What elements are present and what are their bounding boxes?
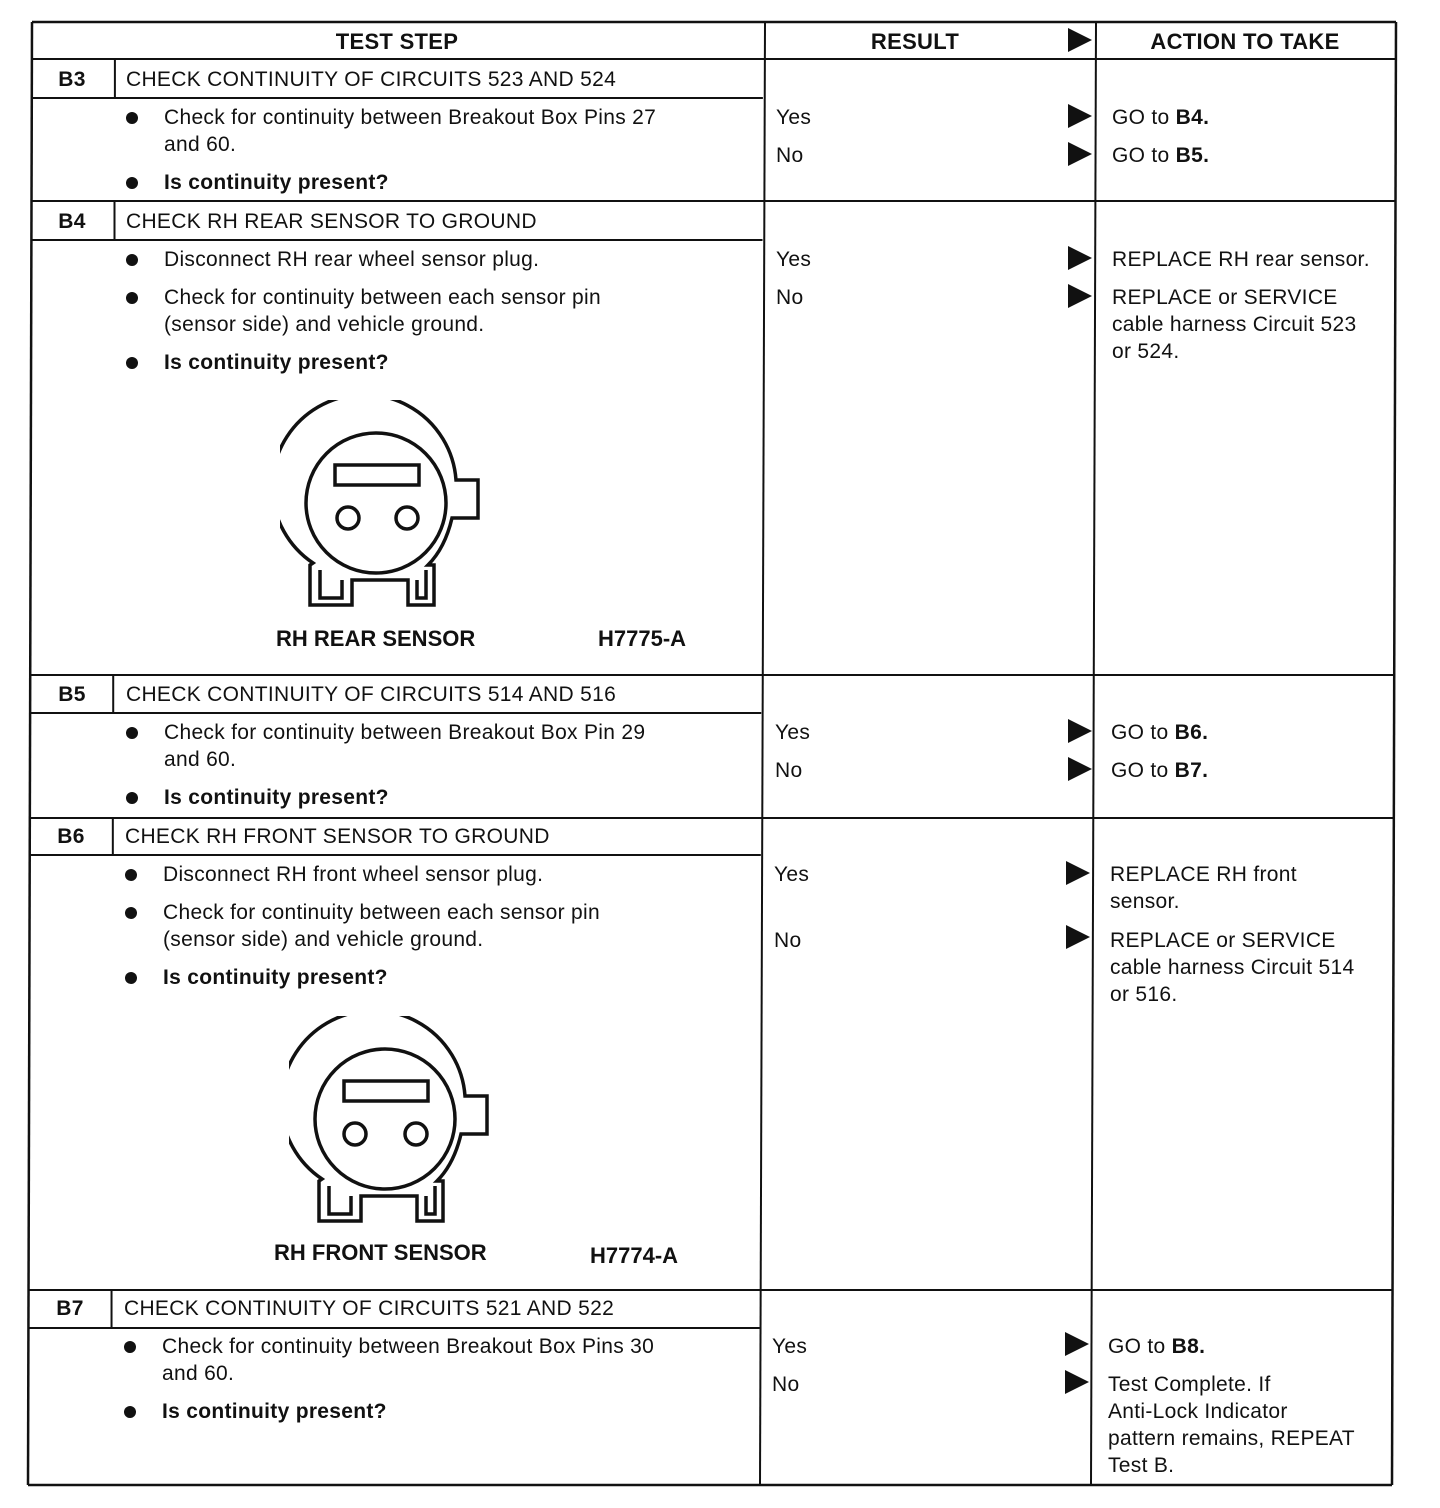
arrow-right-icon xyxy=(1068,719,1092,743)
table-border-left xyxy=(28,22,32,1485)
result-label: Yes xyxy=(774,863,810,886)
arrow-right-icon xyxy=(1066,925,1090,949)
step-instruction: Check for continuity between Breakout Box Pins 30 xyxy=(162,1335,655,1358)
bullet-icon xyxy=(125,972,137,984)
action-text: GO to B8. xyxy=(1108,1335,1206,1358)
bullet-icon xyxy=(125,869,137,881)
bullet-icon xyxy=(126,292,138,304)
arrow-right-icon xyxy=(1065,1332,1089,1356)
action-text: REPLACE or SERVICE xyxy=(1110,929,1336,952)
result-label: No xyxy=(775,759,803,782)
bullet-icon xyxy=(126,727,138,739)
result-label: No xyxy=(772,1373,800,1396)
bullet-icon xyxy=(124,1406,136,1418)
step-instruction: (sensor side) and vehicle ground. xyxy=(163,928,484,951)
column-divider xyxy=(760,22,765,1485)
action-text: Test B. xyxy=(1108,1454,1175,1477)
action-text: REPLACE RH front xyxy=(1110,863,1297,886)
arrow-right-icon xyxy=(1066,861,1090,885)
header-test-step: TEST STEP xyxy=(335,29,459,54)
arrow-right-icon xyxy=(1068,104,1092,128)
step-question: Is continuity present? xyxy=(164,171,389,194)
action-text: pattern remains, REPEAT xyxy=(1108,1427,1355,1450)
header-action: ACTION TO TAKE xyxy=(1150,29,1340,54)
arrow-right-icon xyxy=(1068,246,1092,270)
result-label: No xyxy=(774,929,802,952)
step-instruction: and 60. xyxy=(162,1362,235,1385)
action-text: GO to B5. xyxy=(1112,144,1210,167)
action-text: REPLACE or SERVICE xyxy=(1112,286,1338,309)
bullet-icon xyxy=(126,112,138,124)
action-text: cable harness Circuit 514 xyxy=(1110,956,1355,979)
bullet-icon xyxy=(126,254,138,266)
result-label: No xyxy=(776,286,804,309)
step-question: Is continuity present? xyxy=(162,1400,387,1423)
result-label: Yes xyxy=(772,1335,808,1358)
bullet-icon xyxy=(126,177,138,189)
arrow-right-icon xyxy=(1068,757,1092,781)
bullet-icon xyxy=(126,357,138,369)
figure-code: H7774-A xyxy=(590,1243,679,1268)
rh-front-sensor-diagram xyxy=(289,1016,494,1226)
action-text: or 516. xyxy=(1110,983,1178,1006)
step-instruction: (sensor side) and vehicle ground. xyxy=(164,313,485,336)
result-label: No xyxy=(776,144,804,167)
step-question: Is continuity present? xyxy=(163,966,388,989)
arrow-right-icon xyxy=(1068,142,1092,166)
step-title: CHECK RH FRONT SENSOR TO GROUND xyxy=(125,825,550,848)
step-instruction: Disconnect RH front wheel sensor plug. xyxy=(163,863,544,886)
step-instruction: Disconnect RH rear wheel sensor plug. xyxy=(164,248,540,271)
step-title: CHECK CONTINUITY OF CIRCUITS 521 AND 522 xyxy=(124,1297,615,1320)
step-title: CHECK CONTINUITY OF CIRCUITS 514 AND 516 xyxy=(126,683,617,706)
action-text: cable harness Circuit 523 xyxy=(1112,313,1357,336)
column-divider xyxy=(1091,22,1096,1485)
step-question: Is continuity present? xyxy=(164,351,389,374)
step-id: B6 xyxy=(57,825,85,848)
action-text: sensor. xyxy=(1110,890,1180,913)
bullet-icon xyxy=(124,1341,136,1353)
step-id: B7 xyxy=(56,1297,84,1320)
action-text: REPLACE RH rear sensor. xyxy=(1112,248,1370,271)
step-id: B4 xyxy=(58,210,86,233)
figure-caption: RH FRONT SENSOR xyxy=(274,1240,487,1265)
action-text: GO to B6. xyxy=(1111,721,1209,744)
action-text: Anti-Lock Indicator xyxy=(1108,1400,1288,1423)
table-border-right xyxy=(1392,22,1396,1485)
figure-code: H7775-A xyxy=(598,626,687,651)
step-question: Is continuity present? xyxy=(164,786,389,809)
header-result: RESULT xyxy=(870,29,960,54)
step-title: CHECK CONTINUITY OF CIRCUITS 523 AND 524 xyxy=(126,68,617,91)
result-label: Yes xyxy=(776,106,812,129)
arrow-right-icon xyxy=(1065,1370,1089,1394)
step-instruction: and 60. xyxy=(164,748,237,771)
bullet-icon xyxy=(126,792,138,804)
result-label: Yes xyxy=(776,248,812,271)
header-arrow-icon xyxy=(1068,28,1092,52)
figure-caption: RH REAR SENSOR xyxy=(276,626,476,651)
step-instruction: and 60. xyxy=(164,133,237,156)
step-instruction: Check for continuity between each sensor pin xyxy=(164,286,601,309)
action-text: GO to B7. xyxy=(1111,759,1209,782)
result-label: Yes xyxy=(775,721,811,744)
step-instruction: Check for continuity between Breakout Box Pin 29 xyxy=(164,721,646,744)
action-text: or 524. xyxy=(1112,340,1180,363)
step-instruction: Check for continuity between each sensor pin xyxy=(163,901,600,924)
step-title: CHECK RH REAR SENSOR TO GROUND xyxy=(126,210,537,233)
step-id: B3 xyxy=(58,68,86,91)
rh-rear-sensor-diagram xyxy=(280,400,485,610)
action-text: Test Complete. If xyxy=(1108,1373,1271,1396)
step-instruction: Check for continuity between Breakout Box Pins 27 xyxy=(164,106,657,129)
arrow-right-icon xyxy=(1068,284,1092,308)
action-text: GO to B4. xyxy=(1112,106,1210,129)
step-id: B5 xyxy=(58,683,86,706)
bullet-icon xyxy=(125,907,137,919)
